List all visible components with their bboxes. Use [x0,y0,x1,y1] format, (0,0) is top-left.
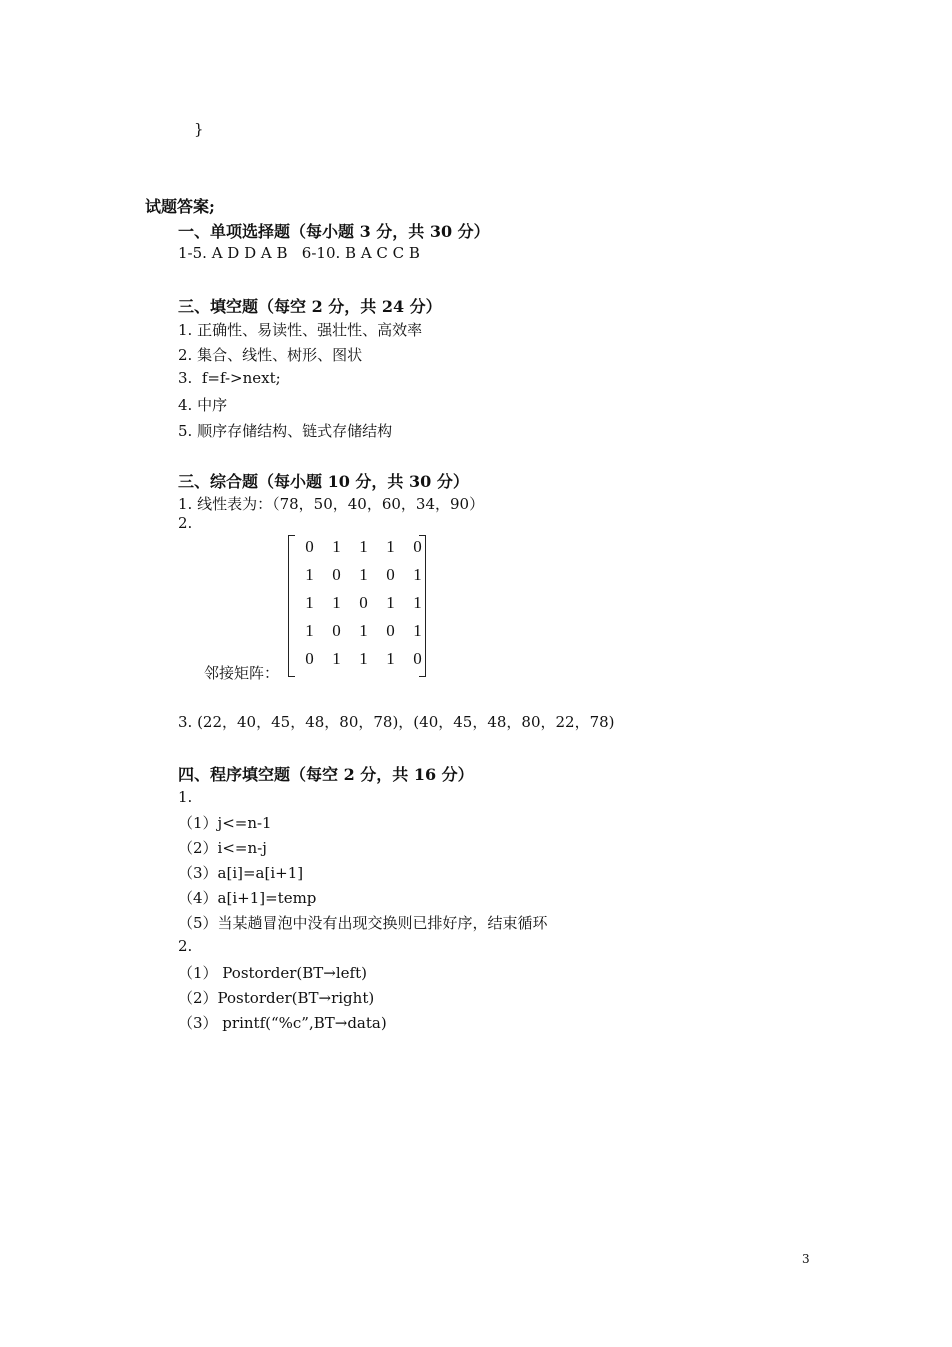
matrix-cell: 1 [305,621,314,640]
section2-heading: 三、填空题（每空 2 分，共 24 分） [178,297,442,316]
matrix-cell: 1 [413,621,422,640]
matrix-cell: 0 [332,565,341,584]
matrix-cell: 1 [386,649,395,668]
matrix-row [296,565,431,585]
matrix-cell: 1 [359,621,368,640]
matrix-cell: 0 [359,593,368,612]
matrix-cell: 1 [413,565,422,584]
section4-part2-item: （1） Postorder(BT→left) [178,964,367,982]
matrix-cell: 1 [359,565,368,584]
matrix-cell: 0 [413,649,422,668]
adjacency-matrix [288,535,426,677]
section4-part2-label: 2. [178,937,193,955]
section2-item: 3. f=f->next; [178,369,281,387]
section4-part1-item: （4）a[i+1]=temp [178,889,317,907]
matrix-cell: 1 [305,593,314,612]
section3-item1: 1. 线性表为：（78，50，40，60，34，90） [178,495,485,513]
matrix-row [296,649,431,669]
answers-title: 试题答案; [145,197,215,216]
section4-part1-item: （5）当某趟冒泡中没有出现交换则已排好序，结束循环 [178,914,548,932]
section4-part2-item: （3） printf(“%c”,BT→data) [178,1014,387,1032]
adjacency-matrix-label: 邻接矩阵： [204,664,280,682]
matrix-cell: 1 [305,565,314,584]
matrix-cell: 1 [332,649,341,668]
section2-item: 5. 顺序存储结构、链式存储结构 [178,422,393,440]
section4-part1-item: （2）i<=n-j [178,839,267,857]
section3-heading: 三、综合题（每小题 10 分，共 30 分） [178,472,469,491]
matrix-cell: 0 [332,621,341,640]
section4-part1-item: （1）j<=n-1 [178,814,272,832]
matrix-cell: 1 [413,593,422,612]
matrix-cell: 1 [332,593,341,612]
matrix-row [296,593,431,613]
section1-answers: 1-5. A D D A B 6-10. B A C C B [178,244,420,262]
section4-part2-item: （2）Postorder(BT→right) [178,989,375,1007]
matrix-cell: 0 [305,649,314,668]
section3-item3: 3. (22，40，45，48，80，78)，(40，45，48，80，22，78) [178,713,615,731]
matrix-cell: 1 [332,537,341,556]
section3-item2-label: 2. [178,514,193,532]
matrix-left-bracket [288,535,295,677]
section1-heading: 一、单项选择题（每小题 3 分，共 30 分） [178,222,490,241]
section4-part1-item: （3）a[i]=a[i+1] [178,864,304,882]
matrix-cell: 0 [386,621,395,640]
section4-part1-label: 1. [178,788,193,806]
matrix-cell: 0 [386,565,395,584]
matrix-row [296,621,431,641]
matrix-row [296,537,431,557]
section2-item: 1. 正确性、易读性、强壮性、高效率 [178,321,423,339]
section4-heading: 四、程序填空题（每空 2 分，共 16 分） [178,765,474,784]
matrix-cell: 0 [413,537,422,556]
closing-brace: } [194,120,204,138]
matrix-cell: 1 [359,649,368,668]
matrix-cell: 1 [359,537,368,556]
page-number: 3 [802,1252,810,1266]
matrix-cell: 1 [386,593,395,612]
matrix-cell: 1 [386,537,395,556]
section2-item: 4. 中序 [178,396,228,414]
section2-item: 2. 集合、线性、树形、图状 [178,346,363,364]
matrix-cell: 0 [305,537,314,556]
